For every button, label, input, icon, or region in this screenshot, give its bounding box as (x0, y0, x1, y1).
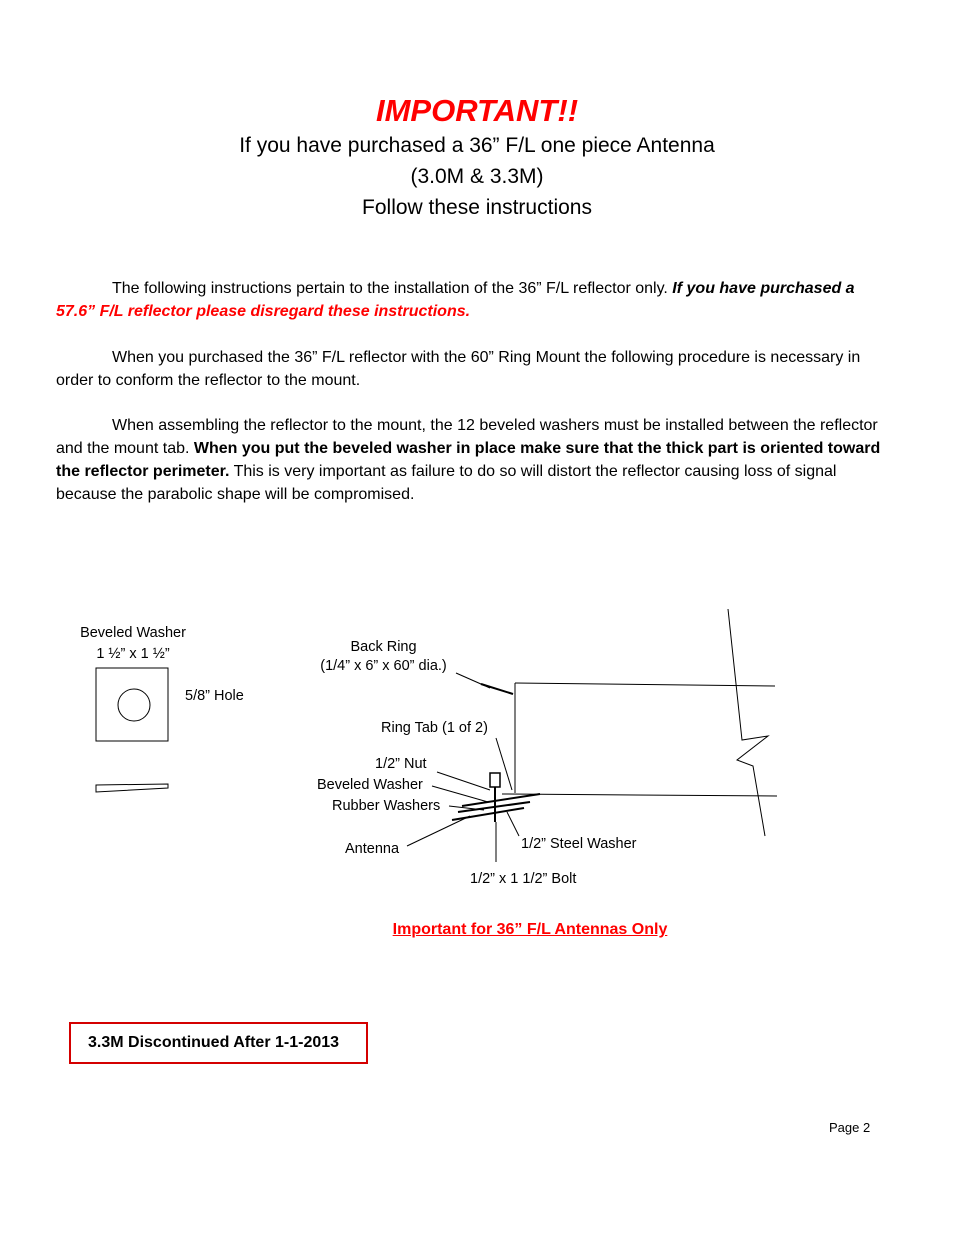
important-title: IMPORTANT!! (375, 93, 579, 128)
leader-steel-washer (507, 812, 519, 836)
leader-antenna (407, 816, 470, 846)
back-ring-bottom (502, 794, 777, 796)
label-hole: 5/8” Hole (185, 688, 244, 704)
label-back-ring: Back Ring (350, 639, 417, 655)
washer-top-view (96, 668, 168, 741)
label-steel-washer: 1/2” Steel Washer (521, 836, 637, 852)
label-rubber-washers: Rubber Washers (332, 798, 441, 814)
rubber-washer-shape (452, 808, 524, 820)
paragraph-1-bold: If you have purchased a (672, 280, 855, 297)
label-washer-size: 1 ½” x 1 ½” (96, 646, 170, 662)
label-nut: 1/2” Nut (375, 756, 427, 772)
washer-side-view (96, 784, 168, 792)
paragraph-3-bold: When you put the beveled washer in place make sure that the thick part is oriented toward the reflector perimeter. (56, 440, 881, 480)
paragraph-2-text: When you purchased the 36” F/L reflector with the 60” Ring Mount the following procedure is necessary in order to conform the reflector to the mount. (56, 349, 861, 389)
leader-nut (437, 772, 490, 790)
paragraph-3-tail: This is very important as failure to do so will distort the reflector causing loss of signal because the parabolic shape will be compromised. (56, 463, 837, 503)
label-beveled-washer-title: Beveled Washer (80, 625, 186, 641)
heading-line-3: Follow these instructions (362, 196, 592, 219)
page-number: Page 2 (829, 1120, 871, 1135)
discontinued-notice: 3.3M Discontinued After 1-1-2013 (69, 1022, 368, 1064)
paragraph-1-text: The following instructions pertain to the installation of the 36” F/L reflector only. (112, 280, 673, 297)
label-back-ring-dims: (1/4” x 6” x 60” dia.) (320, 658, 447, 674)
important-note: Important for 36” F/L Antennas Only (392, 921, 668, 938)
leader-rubber-washers (449, 806, 484, 810)
leader-back-ring (456, 673, 490, 688)
label-antenna: Antenna (345, 841, 400, 857)
heading-line-1: If you have purchased a 36” F/L one piece Antenna (239, 134, 715, 157)
label-bolt: 1/2” x 1 1/2” Bolt (470, 871, 577, 887)
heading-line-2: (3.0M & 3.3M) (410, 165, 544, 188)
ring-tab (462, 794, 540, 806)
label-ring-tab: Ring Tab (1 of 2) (381, 720, 488, 736)
paragraph-3-text: When assembling the reflector to the mount, the 12 beveled washers must be installed between the reflector and the mount tab. (56, 417, 878, 457)
leader-beveled-washer (432, 786, 488, 802)
label-beveled-washer: Beveled Washer (317, 777, 423, 793)
nut-shape (490, 773, 500, 787)
washer-hole (118, 689, 150, 721)
back-ring-edge (481, 684, 513, 694)
break-line (728, 609, 768, 836)
paragraph-1-red: 57.6” F/L reflector please disregard these instructions. (56, 303, 471, 320)
